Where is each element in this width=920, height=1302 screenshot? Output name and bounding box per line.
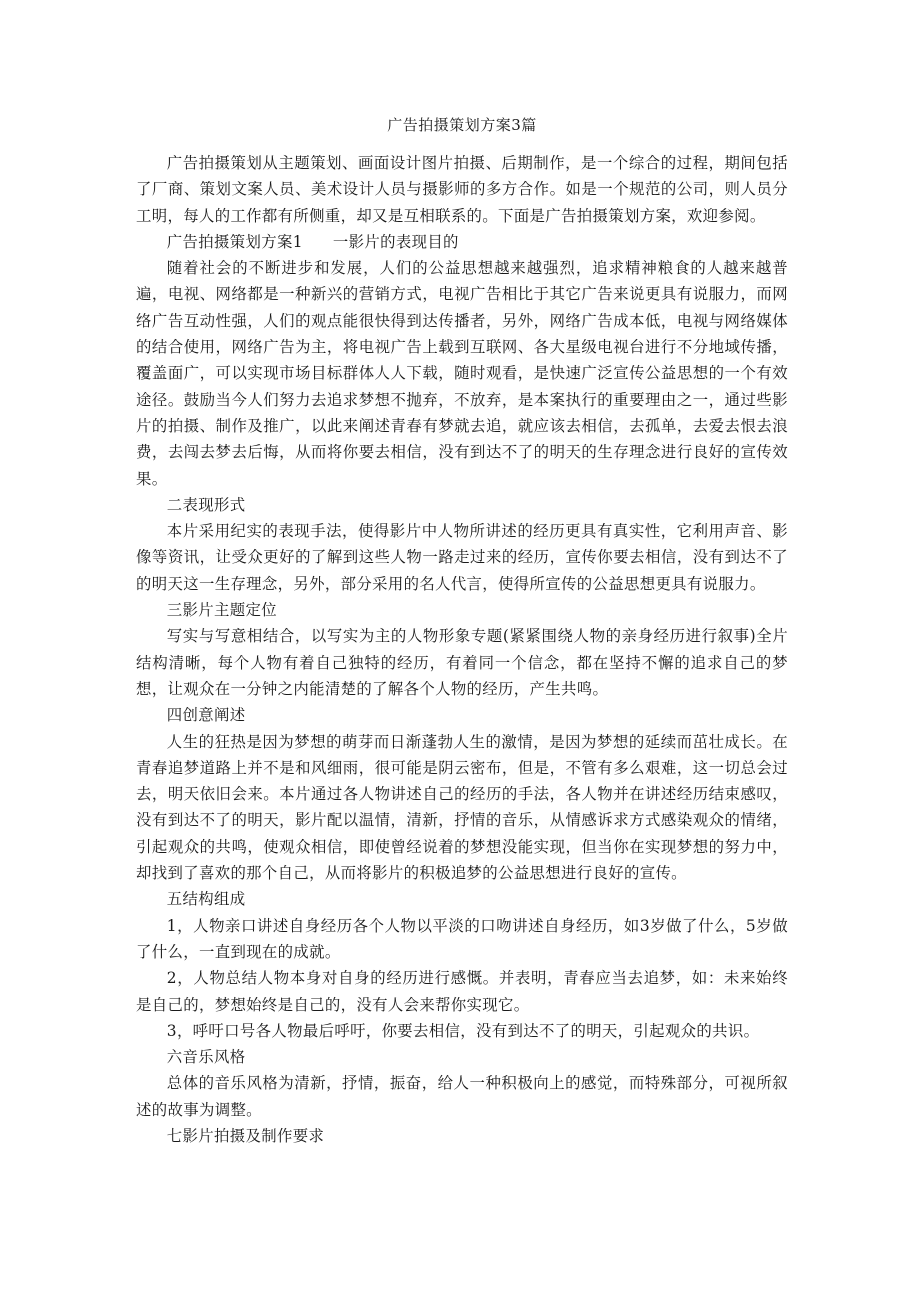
section2-body: 本片采用纪实的表现手法，使得影片中人物所讲述的经历更具有真实性，它利用声音、影像等资讯，让受众更好的了解到这些人物一路走过来的经历，宣传你要去相信，没有到达不了的明天这一生存理念，另外，部分采用的名人代言，使得所宣传的公益思想更具有说服力。: [136, 522, 788, 593]
intro-paragraph: 广告拍摄策划从主题策划、画面设计图片拍摄、后期制作，是一个综合的过程，期间包括了厂商、策划文案人员、美术设计人员与摄影师的多方合作。如是一个规范的公司，则人员分工明，每人的工作都有所侧重，却又是互相联系的。下面是广告拍摄策划方案，欢迎参阅。: [136, 154, 788, 225]
section5-heading: 五结构组成: [166, 890, 246, 909]
plan1-label: 广告拍摄策划方案1: [166, 232, 303, 251]
section5-item-2: 2，人物总结人物本身对自身的经历进行感慨。并表明，青春应当去追梦，如：未来始终是自己的，梦想始终是自己的，没有人会来帮你实现它。: [136, 969, 788, 1014]
section6-heading: 六音乐风格: [166, 1048, 246, 1067]
section1-heading-line: [136, 229, 788, 255]
section1-heading: 一影片的表现目的: [332, 232, 459, 251]
document-title: 广告拍摄策划方案3篇: [387, 116, 537, 134]
section6-body: 总体的音乐风格为清新，抒情，振奋，给人一种积极向上的感觉，而特殊部分，可视所叙述的故事为调整。: [136, 1074, 788, 1119]
section3-body: 写实与写意相结合，以写实为主的人物形象专题(紧紧围绕人物的亲身经历进行叙事)全片结构清晰，每个人物有着自己独特的经历，有着同一个信念，都在坚持不懈的追求自己的梦想，让观众在一分钟之内能清楚的了解各个人物的经历，产生共鸣。: [136, 627, 788, 698]
section3-heading: 三影片主题定位: [166, 601, 277, 620]
section4-heading: 四创意阐述: [166, 706, 246, 725]
section7-heading: 七影片拍摄及制作要求: [166, 1126, 325, 1145]
section1-body: 随着社会的不断进步和发展，人们的公益思想越来越强烈，追求精神粮食的人越来越普遍，电视、网络都是一种新兴的营销方式，电视广告相比于其它广告来说更具有说服力，而网络广告互动性强，人们的观点能很快得到达传播者，另外，网络广告成本低，电视与网络媒体的结合使用，网络广告为主，将电视广告上载到互联网、各大星级电视台进行不分地域传播，覆盖面广，可以实现市场目标群体人人下载，随时观看，是快速广泛宣传公益思想的一个有效途径。鼓励当今人们努力去追求梦想不抛弃，不放弃，是本案执行的重要理由之一，通过些影片的拍摄、制作及推广，以此来阐述青春有梦就去追，就应该去相信，去孤单，去爱去恨去浪费，去闯去梦去后悔，从而将你要去相信，没有到达不了的明天的生存理念进行良好的宣传效果。: [136, 259, 788, 488]
section4-body: 人生的狂热是因为梦想的萌芽而日渐蓬勃人生的激情，是因为梦想的延续而茁壮成长。在青春追梦道路上并不是和风细雨，很可能是阴云密布，但是，不管有多么艰难，这一切总会过去，明天依旧会来。本片通过各人物讲述自己的经历的手法，各人物并在讲述经历结束感叹，没有到达不了的明天，影片配以温情，清新，抒情的音乐，从情感诉求方式感染观众的情绪，引起观众的共鸣，使观众相信，即使曾经说着的梦想没能实现，但当你在实现梦想的努力中，却找到了喜欢的那个自己，从而将影片的积极追梦的公益思想进行良好的宣传。: [136, 732, 788, 883]
section5-item-3: 3，呼吁口号各人物最后呼吁，你要去相信，没有到达不了的明天，引起观众的共识。: [166, 1021, 760, 1040]
document-page: [136, 112, 788, 1149]
section5-item-1: 1，人物亲口讲述自身经历各个人物以平淡的口吻讲述自身经历，如3岁做了什么，5岁做了什么，一直到现在的成就。: [136, 916, 788, 961]
section2-heading: 二表现形式: [166, 495, 246, 514]
